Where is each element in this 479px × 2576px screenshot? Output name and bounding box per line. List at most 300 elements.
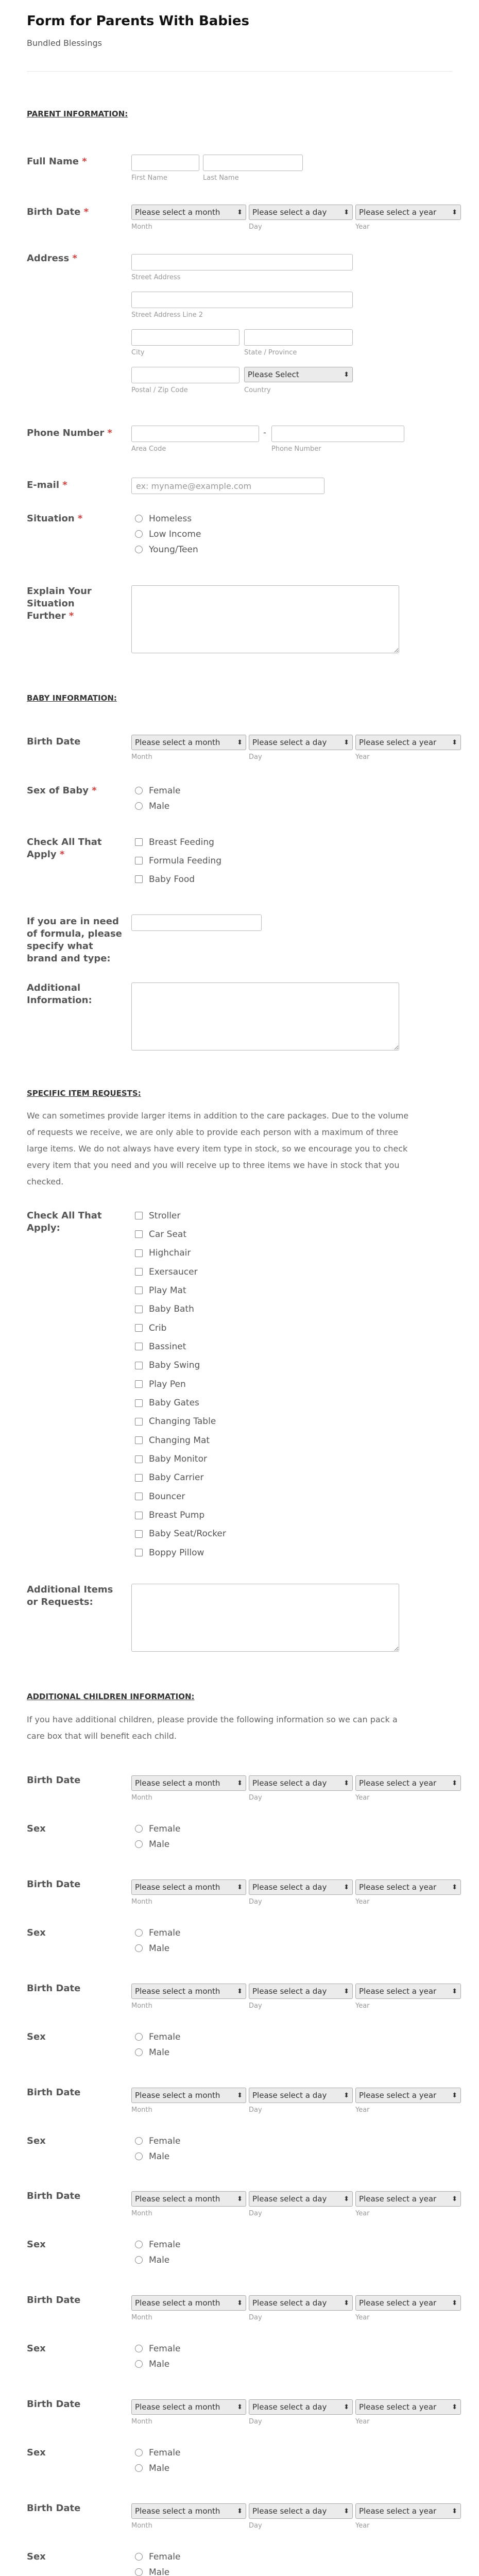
child-7-birth-month-select[interactable] — [131, 2399, 246, 2415]
child-7-birth-day-sublabel: Day — [249, 2418, 262, 2426]
specific-item-option[interactable] — [135, 1340, 186, 1353]
child-7-sex-option[interactable] — [135, 2446, 180, 2460]
child-4-birth-day-select-value: Please select a day — [252, 2091, 327, 2100]
parent-birth-day-sublabel: Day — [249, 223, 262, 231]
child-6-sex-label — [27, 2343, 46, 2355]
radio-button[interactable] — [135, 515, 143, 522]
chevron-down-icon: ⬍ — [237, 208, 243, 216]
specific-item-option-label: Crib — [149, 1323, 167, 1333]
specific-item-option[interactable] — [135, 1209, 180, 1223]
formula-brand-label-line: specify what — [27, 941, 93, 952]
child-6-birth-month-select-value: Please select a month — [135, 2298, 220, 2308]
email-label-text: E-mail — [27, 480, 60, 490]
chevron-down-icon: ⬍ — [452, 1987, 457, 1995]
email-input[interactable] — [131, 478, 324, 494]
child-6-birth-day-select-value: Please select a day — [252, 2298, 327, 2308]
sex-of-baby-option[interactable] — [135, 799, 169, 813]
form-subtitle: Bundled Blessings — [27, 38, 102, 48]
street-address-2-input[interactable] — [131, 292, 353, 308]
chevron-down-icon: ⬍ — [344, 1987, 349, 1995]
chevron-down-icon: ⬍ — [452, 2195, 457, 2203]
additional-items-textarea[interactable] — [131, 1584, 399, 1652]
specific-items-description-line: of requests we receive, we are only able to provide each person with a maximum of three — [27, 1127, 399, 1137]
child-7-birth-date-label-text: Birth Date — [27, 2399, 81, 2410]
checkbox[interactable] — [135, 1436, 143, 1444]
situation-option-label: Low Income — [149, 529, 201, 539]
explain-situation-label — [27, 585, 92, 622]
child-8-birth-day-sublabel: Day — [249, 2522, 262, 2530]
child-3-birth-month-select-value: Please select a month — [135, 1987, 220, 1996]
specific-item-option-label: Car Seat — [149, 1229, 187, 1240]
checkbox[interactable] — [135, 1455, 143, 1463]
checkbox[interactable] — [135, 1418, 143, 1426]
child-8-sex-option[interactable] — [135, 2550, 180, 2564]
child-4-birth-year-select[interactable] — [355, 2088, 461, 2103]
parent-birth-month-select-value: Please select a month — [135, 208, 220, 217]
explain-situation-label-line: Further — [27, 611, 66, 621]
checkbox[interactable] — [135, 1306, 143, 1313]
baby-birth-day-sublabel: Day — [249, 753, 262, 761]
child-5-birth-month-select[interactable] — [131, 2191, 246, 2207]
child-7-sex-option[interactable] — [135, 2461, 169, 2475]
specific-item-option-label: Boppy Pillow — [149, 1547, 204, 1558]
last-name-input[interactable] — [203, 155, 303, 171]
feeding-check-label — [27, 836, 102, 861]
required-asterisk: * — [65, 611, 74, 621]
child-3-sex-label-text: Sex — [27, 2031, 46, 2042]
child-8-sex-label-text: Sex — [27, 2551, 46, 2562]
chevron-down-icon: ⬍ — [344, 2299, 349, 2307]
children-description — [27, 1711, 444, 1744]
child-6-birth-month-sublabel: Month — [131, 2314, 152, 2321]
checkbox[interactable] — [135, 1399, 143, 1407]
chevron-down-icon: ⬍ — [237, 2507, 243, 2515]
required-asterisk: * — [80, 207, 89, 217]
child-1-sex-option[interactable] — [135, 1837, 169, 1851]
situation-option[interactable] — [135, 527, 201, 541]
checkbox[interactable] — [135, 1549, 143, 1556]
baby-birth-year-sublabel: Year — [355, 753, 370, 761]
specific-item-option[interactable] — [135, 1265, 198, 1279]
chevron-down-icon: ⬍ — [344, 2091, 349, 2099]
baby-birth-date-label-text: Birth Date — [27, 736, 81, 747]
child-4-sex-label — [27, 2135, 46, 2147]
child-6-birth-year-select-value: Please select a year — [359, 2298, 437, 2308]
child-5-birth-day-select[interactable] — [249, 2191, 353, 2207]
child-2-birth-year-select[interactable] — [355, 1879, 461, 1895]
required-asterisk: * — [69, 253, 77, 264]
specific-item-option-label: Baby Bath — [149, 1304, 194, 1315]
radio-button[interactable] — [135, 1944, 143, 1952]
child-2-sex-option[interactable] — [135, 1941, 169, 1955]
specific-item-option-label: Bouncer — [149, 1491, 185, 1502]
radio-button[interactable] — [135, 787, 143, 794]
child-6-birth-month-select[interactable] — [131, 2295, 246, 2311]
baby-birth-date-label — [27, 736, 80, 748]
child-2-birth-year-select-value: Please select a year — [359, 1883, 437, 1892]
full-name-label-text: Full Name — [27, 156, 79, 167]
child-3-birth-year-select[interactable] — [355, 1984, 461, 1999]
situation-option-label: Young/Teen — [149, 544, 198, 555]
child-4-birth-month-select[interactable] — [131, 2088, 246, 2103]
child-1-birth-year-sublabel: Year — [355, 1794, 370, 1802]
full-name-label — [27, 156, 87, 168]
parent-birth-month-sublabel: Month — [131, 223, 152, 231]
email-label — [27, 479, 67, 492]
checkbox[interactable] — [135, 838, 143, 846]
baby-additional-info-textarea[interactable] — [131, 982, 399, 1050]
form-title: Form for Parents With Babies — [27, 13, 249, 29]
child-7-birth-day-select-value: Please select a day — [252, 2402, 327, 2412]
required-asterisk: * — [89, 785, 97, 796]
chevron-down-icon: ⬍ — [344, 208, 349, 216]
specific-item-option[interactable] — [135, 1321, 166, 1335]
sex-of-baby-option[interactable] — [135, 784, 180, 798]
child-4-sex-option[interactable] — [135, 2149, 169, 2163]
specific-item-option[interactable] — [135, 1546, 204, 1560]
formula-brand-label-line: of formula, please — [27, 928, 122, 939]
child-5-sex-option[interactable] — [135, 2238, 180, 2251]
chevron-down-icon: ⬍ — [344, 1883, 349, 1891]
chevron-down-icon: ⬍ — [344, 738, 349, 747]
child-8-birth-date-label-text: Birth Date — [27, 2503, 81, 2514]
radio-button[interactable] — [135, 2464, 143, 2472]
radio-button[interactable] — [135, 2256, 143, 2264]
child-3-sex-option-label: Female — [149, 2031, 181, 2042]
radio-button[interactable] — [135, 2449, 143, 2456]
checkbox[interactable] — [135, 857, 143, 865]
child-6-sex-option[interactable] — [135, 2357, 169, 2371]
child-8-sex-option[interactable] — [135, 2565, 169, 2576]
specific-item-option-label: Highchair — [149, 1248, 191, 1259]
radio-button[interactable] — [135, 1929, 143, 1937]
children-description-line: If you have additional children, please provide the following information so we can pack a — [27, 1715, 398, 1724]
child-1-birth-year-select[interactable] — [355, 1775, 461, 1791]
radio-button[interactable] — [135, 2241, 143, 2248]
checkbox[interactable] — [135, 1343, 143, 1350]
child-7-sex-option-label: Female — [149, 2447, 181, 2458]
child-5-sex-option-label: Female — [149, 2239, 181, 2250]
feeding-option-label: Baby Food — [149, 874, 195, 885]
feeding-option[interactable] — [135, 835, 214, 849]
child-1-birth-month-sublabel: Month — [131, 1794, 152, 1802]
child-4-birth-day-sublabel: Day — [249, 2106, 262, 2114]
chevron-down-icon: ⬍ — [237, 1779, 243, 1787]
specific-items-check-label — [27, 1210, 102, 1234]
specific-item-option-label: Changing Table — [149, 1416, 216, 1427]
city-input[interactable] — [131, 329, 239, 346]
parent-birth-month-select[interactable] — [131, 205, 246, 220]
baby-birth-day-select-value: Please select a day — [252, 738, 327, 747]
city-sublabel: City — [131, 349, 145, 357]
child-5-birth-year-select[interactable] — [355, 2191, 461, 2207]
child-6-birth-year-sublabel: Year — [355, 2314, 370, 2321]
chevron-down-icon: ⬍ — [237, 2091, 243, 2099]
feeding-option[interactable] — [135, 872, 195, 886]
baby-birth-day-select[interactable] — [249, 735, 353, 750]
child-6-sex-label-text: Sex — [27, 2343, 46, 2354]
explain-situation-textarea[interactable] — [131, 585, 399, 653]
child-1-birth-day-sublabel: Day — [249, 1794, 262, 1802]
chevron-down-icon: ⬍ — [452, 1779, 457, 1787]
child-3-sex-option[interactable] — [135, 2045, 169, 2059]
specific-items-description-line: checked. — [27, 1177, 64, 1187]
feeding-check-label-line: Check All That — [27, 837, 102, 848]
radio-button[interactable] — [135, 2345, 143, 2352]
situation-option-label: Homeless — [149, 513, 192, 524]
specific-items-description-line: large items. We do not always have every item type in stock, so we encourage you to check — [27, 1144, 408, 1154]
postal-code-input[interactable] — [131, 367, 239, 383]
radio-button[interactable] — [135, 1825, 143, 1833]
specific-item-option[interactable] — [135, 1302, 194, 1316]
chevron-down-icon: ⬍ — [344, 2195, 349, 2203]
chevron-down-icon: ⬍ — [452, 2403, 457, 2411]
child-5-birth-date-label — [27, 2190, 80, 2202]
formula-brand-input[interactable] — [131, 914, 262, 931]
child-6-sex-option[interactable] — [135, 2342, 180, 2355]
parent-birth-year-select-value: Please select a year — [359, 208, 437, 217]
phone-number-label-text: Phone Number — [27, 428, 105, 438]
chevron-down-icon: ⬍ — [344, 2403, 349, 2411]
specific-item-option[interactable] — [135, 1415, 216, 1429]
baby-additional-info-label — [27, 982, 92, 1007]
street-address-2-sublabel: Street Address Line 2 — [131, 311, 203, 319]
child-6-birth-date-label-text: Birth Date — [27, 2295, 81, 2306]
radio-button[interactable] — [135, 2360, 143, 2368]
child-8-birth-month-select[interactable] — [131, 2503, 246, 2519]
child-8-birth-day-select[interactable] — [249, 2503, 353, 2519]
area-code-input[interactable] — [131, 426, 259, 442]
child-8-birth-year-select[interactable] — [355, 2503, 461, 2519]
child-1-birth-day-select-value: Please select a day — [252, 1778, 327, 1788]
radio-button[interactable] — [135, 2033, 143, 2041]
chevron-down-icon: ⬍ — [452, 208, 457, 216]
additional-items-label — [27, 1584, 113, 1608]
child-7-birth-date-label — [27, 2398, 80, 2411]
parent-birth-year-select[interactable] — [355, 205, 461, 220]
specific-items-check-label-line: Check All That — [27, 1210, 102, 1221]
child-1-birth-date-label — [27, 1774, 80, 1787]
chevron-down-icon: ⬍ — [237, 2403, 243, 2411]
checkbox[interactable] — [135, 1249, 143, 1257]
specific-item-option[interactable] — [135, 1246, 191, 1260]
baby-birth-month-select[interactable] — [131, 735, 246, 750]
checkbox[interactable] — [135, 1530, 143, 1538]
sex-of-baby-option-label: Male — [149, 801, 170, 811]
child-7-birth-year-select-value: Please select a year — [359, 2402, 437, 2412]
additional-items-label-line: Additional Items — [27, 1584, 113, 1595]
checkbox[interactable] — [135, 1268, 143, 1276]
chevron-down-icon: ⬍ — [452, 738, 457, 747]
child-4-birth-month-sublabel: Month — [131, 2106, 152, 2114]
situation-option[interactable] — [135, 543, 198, 556]
specific-item-option[interactable] — [135, 1433, 210, 1447]
specific-items-description-line: every item that you need and you will receive up to three items we have in stock that you — [27, 1160, 400, 1170]
specific-item-option[interactable] — [135, 1527, 226, 1541]
child-8-birth-day-select-value: Please select a day — [252, 2506, 327, 2516]
child-3-birth-month-sublabel: Month — [131, 2002, 152, 2010]
formula-brand-label-line: If you are in need — [27, 916, 119, 927]
parent-birth-day-select[interactable] — [249, 205, 353, 220]
required-asterisk: * — [74, 513, 83, 524]
child-6-birth-date-label — [27, 2294, 80, 2307]
child-6-birth-year-select[interactable] — [355, 2295, 461, 2311]
specific-item-option-label: Play Mat — [149, 1285, 186, 1296]
child-2-birth-month-select[interactable] — [131, 1879, 246, 1895]
specific-item-option-label: Baby Monitor — [149, 1454, 207, 1465]
sex-of-baby-label — [27, 785, 97, 797]
child-3-birth-day-select-value: Please select a day — [252, 1987, 327, 1996]
child-1-birth-day-select[interactable] — [249, 1775, 353, 1791]
specific-item-option[interactable] — [135, 1396, 199, 1410]
specific-item-option-label: Changing Mat — [149, 1435, 210, 1446]
chevron-down-icon: ⬍ — [452, 2299, 457, 2307]
phone-number-sublabel: Phone Number — [271, 445, 321, 453]
first-name-input[interactable] — [131, 155, 199, 171]
specific-item-option-label: Baby Seat/Rocker — [149, 1529, 226, 1539]
specific-items-section-heading: SPECIFIC ITEM REQUESTS: — [27, 1089, 141, 1098]
baby-additional-info-label-line: Additional — [27, 982, 81, 993]
child-1-birth-date-label-text: Birth Date — [27, 1775, 81, 1786]
situation-label-text: Situation — [27, 513, 75, 524]
street-address-input[interactable] — [131, 254, 353, 270]
address-label — [27, 252, 77, 265]
child-2-sex-option[interactable] — [135, 1926, 180, 1940]
child-8-birth-month-select-value: Please select a month — [135, 2506, 220, 2516]
child-8-birth-date-label — [27, 2502, 80, 2515]
chevron-down-icon: ⬍ — [452, 1883, 457, 1891]
child-7-birth-year-sublabel: Year — [355, 2418, 370, 2426]
specific-item-option[interactable] — [135, 1377, 186, 1391]
child-5-birth-month-select-value: Please select a month — [135, 2194, 220, 2204]
child-1-sex-label-text: Sex — [27, 1823, 46, 1834]
child-7-birth-year-select[interactable] — [355, 2399, 461, 2415]
child-3-birth-year-sublabel: Year — [355, 2002, 370, 2010]
address-label-text: Address — [27, 253, 70, 264]
last-name-sublabel: Last Name — [203, 174, 239, 182]
situation-label — [27, 513, 82, 525]
radio-button[interactable] — [135, 530, 143, 538]
radio-button[interactable] — [135, 2048, 143, 2056]
phone-number-label — [27, 427, 112, 439]
required-asterisk: * — [59, 480, 67, 490]
situation-option[interactable] — [135, 512, 192, 526]
child-4-sex-option-label: Male — [149, 2151, 170, 2162]
child-5-sex-label — [27, 2239, 46, 2251]
radio-button[interactable] — [135, 2568, 143, 2576]
child-2-sex-option-label: Male — [149, 1943, 170, 1954]
state-input[interactable] — [244, 329, 353, 346]
checkbox[interactable] — [135, 1474, 143, 1482]
chevron-down-icon: ⬍ — [344, 2507, 349, 2515]
child-4-birth-day-select[interactable] — [249, 2088, 353, 2103]
postal-code-sublabel: Postal / Zip Code — [131, 386, 188, 394]
specific-item-option[interactable] — [135, 1471, 203, 1485]
child-7-birth-month-select-value: Please select a month — [135, 2402, 220, 2412]
child-3-birth-date-label — [27, 1982, 80, 1995]
child-5-birth-day-select-value: Please select a day — [252, 2194, 327, 2204]
checkbox[interactable] — [135, 875, 143, 883]
child-7-sex-label-text: Sex — [27, 2447, 46, 2458]
child-7-birth-day-select[interactable] — [249, 2399, 353, 2415]
formula-brand-label — [27, 916, 122, 965]
checkbox[interactable] — [135, 1493, 143, 1500]
feeding-check-label-line: Apply — [27, 849, 57, 860]
chevron-down-icon: ⬍ — [344, 370, 349, 379]
child-3-birth-month-select[interactable] — [131, 1984, 246, 1999]
specific-item-option[interactable] — [135, 1283, 186, 1297]
checkbox[interactable] — [135, 1324, 143, 1332]
specific-item-option[interactable] — [135, 1452, 207, 1466]
child-2-birth-day-sublabel: Day — [249, 1898, 262, 1906]
child-2-birth-day-select-value: Please select a day — [252, 1883, 327, 1892]
child-5-sex-option[interactable] — [135, 2253, 169, 2267]
child-3-sex-option[interactable] — [135, 2030, 180, 2044]
checkbox[interactable] — [135, 1380, 143, 1388]
radio-button[interactable] — [135, 802, 143, 810]
child-4-sex-option[interactable] — [135, 2134, 180, 2148]
child-2-sex-option-label: Female — [149, 1927, 181, 1938]
specific-item-option[interactable] — [135, 1489, 185, 1503]
area-code-sublabel: Area Code — [131, 445, 166, 453]
child-2-birth-date-label — [27, 1878, 80, 1891]
baby-birth-year-select-value: Please select a year — [359, 738, 437, 747]
required-asterisk: * — [104, 428, 112, 438]
child-1-sex-option[interactable] — [135, 1822, 180, 1836]
phone-number-input[interactable] — [271, 426, 404, 442]
radio-button[interactable] — [135, 2553, 143, 2561]
specific-item-option[interactable] — [135, 1509, 204, 1522]
children-section-heading: ADDITIONAL CHILDREN INFORMATION: — [27, 1692, 195, 1701]
specific-item-option[interactable] — [135, 1227, 186, 1241]
child-6-sex-option-label: Female — [149, 2343, 181, 2354]
child-4-sex-label-text: Sex — [27, 2136, 46, 2146]
child-2-birth-day-select[interactable] — [249, 1879, 353, 1895]
child-2-sex-label — [27, 1927, 46, 1939]
child-5-sex-option-label: Male — [149, 2255, 170, 2265]
child-1-birth-month-select[interactable] — [131, 1775, 246, 1791]
checkbox[interactable] — [135, 1230, 143, 1238]
sex-of-baby-label-text: Sex of Baby — [27, 785, 89, 796]
radio-button[interactable] — [135, 2137, 143, 2145]
child-8-sex-label — [27, 2551, 46, 2563]
checkbox[interactable] — [135, 1512, 143, 1519]
radio-button[interactable] — [135, 2153, 143, 2160]
baby-birth-year-select[interactable] — [355, 735, 461, 750]
radio-button[interactable] — [135, 1840, 143, 1848]
specific-item-option[interactable] — [135, 1359, 200, 1372]
street-address-sublabel: Street Address — [131, 274, 181, 281]
child-5-birth-month-sublabel: Month — [131, 2210, 152, 2217]
child-6-birth-day-select[interactable] — [249, 2295, 353, 2311]
checkbox[interactable] — [135, 1286, 143, 1294]
baby-section-heading: BABY INFORMATION: — [27, 693, 117, 703]
child-8-sex-option-label: Male — [149, 2567, 170, 2576]
feeding-option[interactable] — [135, 854, 221, 868]
baby-additional-info-label-line: Information: — [27, 995, 92, 1006]
child-7-sex-label — [27, 2447, 46, 2459]
children-description-line: care box that will benefit each child. — [27, 1731, 177, 1741]
checkbox[interactable] — [135, 1362, 143, 1369]
country-select[interactable] — [244, 367, 353, 382]
specific-items-description — [27, 1108, 444, 1190]
child-5-sex-label-text: Sex — [27, 2239, 46, 2250]
child-3-birth-day-select[interactable] — [249, 1984, 353, 1999]
checkbox[interactable] — [135, 1212, 143, 1219]
radio-button[interactable] — [135, 546, 143, 553]
explain-situation-label-line: Situation — [27, 598, 75, 609]
child-7-sex-option-label: Male — [149, 2463, 170, 2473]
